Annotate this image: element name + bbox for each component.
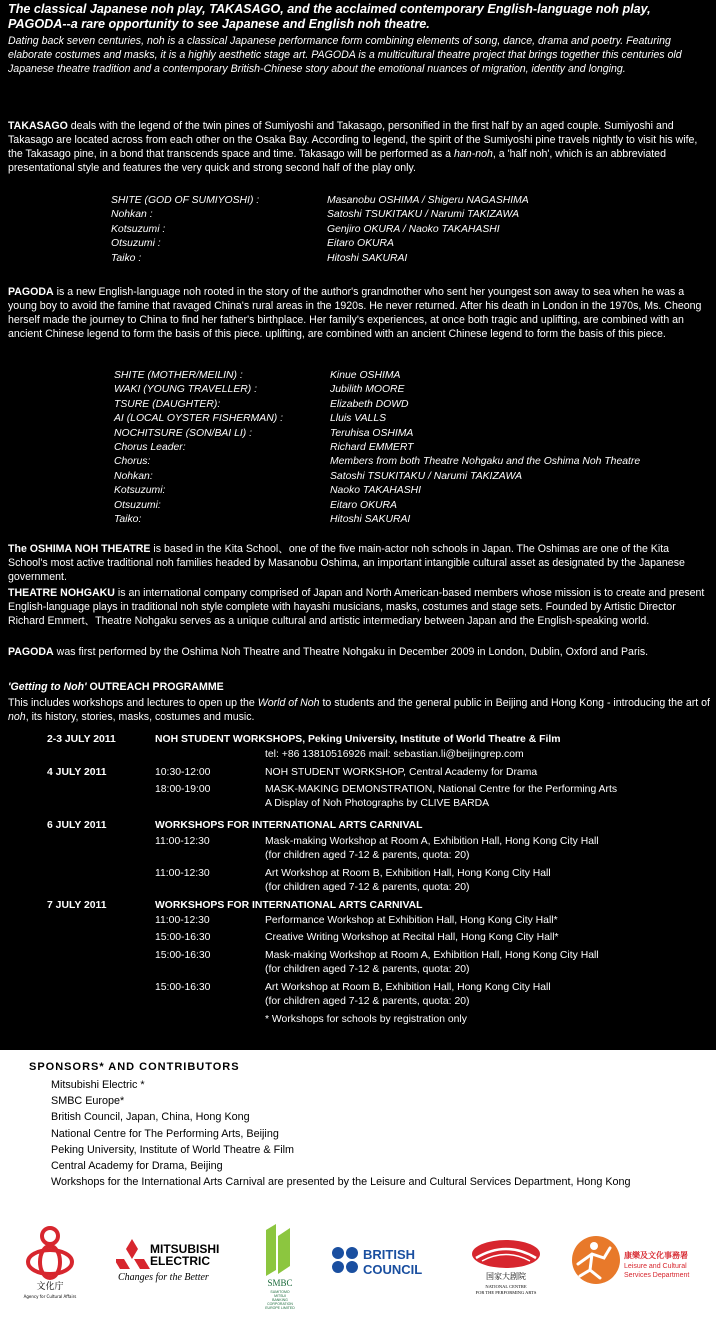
cast-role: AI (LOCAL OYSTER FISHERMAN) : [114,413,283,425]
bunka-jp: 文化庁 [36,1282,64,1292]
takasago-name: TAKASAGO [8,120,68,132]
cast-role: Nohkan : [111,209,153,221]
sponsor-item: British Council, Japan, China, Hong Kong [51,1111,250,1124]
bunka-en: Agency for Cultural Affairs [23,1294,77,1299]
schedule-date: 6 JULY 2011 [47,820,107,831]
schedule-time: 11:00-12:30 [155,836,210,847]
sponsor-item: Mitsubishi Electric * [51,1079,145,1091]
outreach-title [8,680,710,694]
cast-role: SHITE (MOTHER/MEILIN) : [114,370,243,381]
intro-paragraph: Dating back seven centuries, noh is a classical Japanese performance form combining elements of song, dance, drama and poetry. Featuring elaborate costumes and masks, it is a highly aesthetic stage art. PAGODA is a multicultural theatre project that brings together this centuries old Japanese theatre tradition and a contemporary British-Chinese story about the emotional nuances of migration, identity and longing. [8,35,682,75]
cast-performer: Eitaro OKURA [327,238,394,250]
pagoda-name: PAGODA [8,286,54,298]
schedule-note: * Workshops for schools by registration only [265,1014,467,1025]
cast-performer: Elizabeth DOWD [330,398,409,410]
schedule-desc-2: A Display of Noh Photographs by CLIVE BARDA [265,798,490,809]
smbc-sub-1: SUMITOMO [270,1290,290,1294]
lcsd-logo [570,1234,698,1290]
cast-role: Otsuzumi: [114,499,161,511]
outreach-paragraph [8,696,710,724]
schedule-desc: Mask-making Workshop at Room A, Exhibition Hall, Hong Kong City Hall [265,950,599,961]
smbc-sub-4: CORPORATION [267,1302,293,1306]
ncpa-en-1: NATIONAL CENTRE [485,1284,527,1289]
mitsubishi-line-2: ELECTRIC [150,1254,210,1268]
schedule-desc: Art Workshop at Room B, Exhibition Hall, Hong Kong City Hall [265,982,551,993]
lcsd-en-2: Services Department [624,1272,690,1279]
schedule-contact: tel: +86 13810516926 mail: sebastian.li@beijingrep.com [265,749,524,760]
nohgaku-name: THEATRE NOHGAKU [8,587,115,599]
mitsubishi-line-1: MITSUBISHI [150,1242,220,1256]
takasago-text-1: deals with the legend of the twin pines of Sumiyoshi and Takasago, personified in the first half by an aged couple. Sumiyoshi and Takasago are located across from each other on the Osaka Bay. According to legend, the spirit of the Sumiyoshi pine travels nightly to visit his wife, the Takasago pine, in a bond that transcends space and time. Takasago will be performed as a [8,120,698,160]
cast-performer: Richard EMMERT [330,441,414,453]
cast-role: WAKI (YOUNG TRAVELLER) : [114,384,257,396]
cast-performer: Satoshi TSUKITAKU / Narumi TAKIZAWA [327,209,520,221]
schedule-time: 15:00-16:30 [155,982,211,993]
outreach-text-1: This includes workshops and lectures to open up the [8,697,258,709]
british-council-line-2: COUNCIL [363,1262,423,1277]
schedule-desc: Mask-making Workshop at Room A, Exhibition Hall, Hong Kong City Hall [265,836,599,847]
headline: The classical Japanese noh play, TAKASAGO, and the acclaimed contemporary English-language noh play, PAGODA--a rare opportunity to see Japanese and English noh theatre. [8,2,651,31]
cast-performer: Satoshi TSUKITAKU / Narumi TAKIZAWA [330,470,523,482]
smbc-sub-2: MITSUI [274,1294,286,1298]
outreach-title-italic: 'Getting to Noh' [8,681,87,693]
ncpa-logo [466,1236,546,1300]
bunka-cho-logo [22,1222,78,1302]
cast-performer: Eitaro OKURA [330,499,397,511]
schedule-desc: MASK-MAKING DEMONSTRATION, National Centre for the Performing Arts [265,784,618,795]
cast-role: Chorus Leader: [114,441,186,453]
cast-performer: Masanobu OSHIMA / Shigeru NAGASHIMA [327,195,529,206]
cast-role: SHITE (GOD OF SUMIYOSHI) : [111,195,260,206]
premiere-text: was first performed by the Oshima Noh Theatre and Theatre Nohgaku in December 2009 in London, Dublin, Oxford and Paris. [53,646,649,658]
oshima-text: is based in the Kita School、one of the five main-actor noh schools in Japan. The Oshimas are one of the Kita School's most active traditional noh families headed by Masanobu Oshima, an important intangible cultural asset as designated by the Japanese government. [8,543,685,583]
pagoda-paragraph [8,285,710,341]
cast-role: Nohkan: [114,470,153,482]
schedule-desc-2: (for children aged 7-12 & parents, quota: 20) [265,964,470,975]
schedule-heading: WORKSHOPS FOR INTERNATIONAL ARTS CARNIVAL [155,820,423,831]
mitsubishi-tagline: Changes for the Better [118,1272,209,1283]
schedule-heading: NOH STUDENT WORKSHOPS, Peking University, Institute of World Theatre & Film [155,734,561,745]
sponsor-item: Workshops for the International Arts Carnival are presented by the Leisure and Cultural Services Department, Hong Kong [51,1176,631,1189]
schedule-time: 10:30-12:00 [155,767,211,778]
oshima-name: The OSHIMA NOH THEATRE [8,543,151,555]
sponsor-item: Central Academy for Drama, Beijing [51,1160,223,1173]
cast-performer: Kinue OSHIMA [330,370,401,381]
schedule-desc-2: (for children aged 7-12 & parents, quota: 20) [265,996,470,1007]
british-council-line-1: BRITISH [363,1247,415,1262]
takasago-text-2: , a 'half noh', which is an abbreviated presentational style and features the very quick and strong second half of the play only. [8,148,666,174]
smbc-sub-5: EUROPE LIMITED [265,1306,295,1310]
sponsor-item: SMBC Europe* [51,1095,125,1108]
schedule-desc: NOH STUDENT WORKSHOP, Central Academy for Drama [265,767,538,778]
schedule-heading: WORKSHOPS FOR INTERNATIONAL ARTS CARNIVAL [155,900,423,911]
cast-role: Taiko: [114,513,142,525]
ncpa-cn: 国家大剧院 [486,1272,526,1281]
premiere-paragraph [8,645,710,659]
schedule-date: 4 JULY 2011 [47,767,107,778]
cast-performer: Hitoshi SAKURAI [327,252,408,264]
cast-role: Chorus: [114,456,151,468]
ncpa-en-2: FOR THE PERFORMING ARTS [475,1290,537,1295]
schedule-time: 11:00-12:30 [155,868,210,879]
cast-role: Otsuzumi : [111,238,161,250]
schedule-date: 7 JULY 2011 [47,900,107,911]
lcsd-en-1: Leisure and Cultural [624,1263,687,1270]
british-council-logo [330,1244,442,1280]
cast-performer: Jubilith MOORE [330,384,405,396]
outreach-text-2: to students and the general public in Beijing and Hong Kong - introducing the art of [319,697,710,709]
sponsors-section [0,1050,716,1326]
smbc-sub-3: BANKING [272,1298,288,1302]
noh-term: noh [8,711,26,723]
schedule-time: 18:00-19:00 [155,784,211,795]
cast-performer: Genjiro OKURA / Naoko TAKAHASHI [327,223,500,235]
schedule-desc-2: (for children aged 7-12 & parents, quota: 20) [265,882,470,893]
pagoda-text: is a new English-language noh rooted in the story of the author's grandmother who sent her youngest son away to sea when he was a young boy to avoid the famine that ravaged China's rural areas in the 1920s. He never returned. After his death in London in the 1970s, Ms. Cheong herself made the journey to China to find her father's birthplace. Her family's experiences, at once both tragic and uplifting, are combined with an ancient Chinese legend to form the basis of this piece. uplifting, are combined with an ancient Chinese legend to form the basis of this piece. [8,286,702,340]
world-of-noh: World of Noh [257,697,320,709]
cast-performer: Hitoshi SAKURAI [330,513,411,525]
takasago-paragraph [8,119,710,175]
sponsors-list [51,1077,631,1190]
premiere-name: PAGODA [8,646,54,658]
cast-role: Taiko : [111,252,142,264]
cast-performer: Members from both Theatre Nohgaku and the Oshima Noh Theatre [330,456,641,468]
sponsor-item: National Centre for The Performing Arts, Beijing [51,1127,279,1140]
outreach-text-3: , its history, stories, masks, costumes and music. [25,711,255,723]
schedule-desc-2: (for children aged 7-12 & parents, quota: 20) [265,850,470,861]
lcsd-cn: 康樂及文化事務署 [624,1251,688,1260]
cast-role: TSURE (DAUGHTER): [114,398,221,410]
cast-performer: Teruhisa OSHIMA [330,427,414,439]
cast-performer: Naoko TAKAHASHI [330,485,422,497]
cast-performer: Lluis VALLS [330,413,387,425]
schedule-desc: Art Workshop at Room B, Exhibition Hall, Hong Kong City Hall [265,868,551,879]
schedule-date: 2-3 JULY 2011 [47,734,116,745]
nohgaku-text: is an international company comprised of Japan and North American-based members whose mission is to create and present English-language plays in traditional noh style complete with hayashi musicians, masks, costumes and stage sets. Founded by Artistic Director Richard Emmert、Theatre Nohgaku serves as a unique cultural and artistic intermediary between Japan and the English-speaking world. [8,587,705,627]
cast-role: NOCHITSURE (SON/BAI LI) : [114,427,252,439]
mitsubishi-electric-logo [116,1237,228,1283]
nohgaku-paragraph [8,586,710,628]
han-noh-term: han-noh [454,148,493,160]
outreach-title-rest: OUTREACH PROGRAMME [86,681,224,693]
schedule-desc: Creative Writing Workshop at Recital Hall, Hong Kong City Hall* [265,932,559,943]
oshima-paragraph [8,542,710,584]
sponsor-item: Peking University, Institute of World Theatre & Film [51,1143,295,1156]
sponsor-logos [0,1222,716,1322]
sponsors-title: SPONSORS* AND CONTRIBUTORS [29,1061,240,1073]
schedule-time: 11:00-12:30 [155,915,210,926]
cast-role: Kotsuzumi: [114,485,166,497]
cast-role: Kotsuzumi : [111,223,166,235]
schedule-desc: Performance Workshop at Exhibition Hall, Hong Kong City Hall* [265,915,558,926]
schedule-time: 15:00-16:30 [155,950,211,961]
smbc-logo [258,1222,302,1314]
smbc-name: SMBC [267,1278,293,1288]
schedule-time: 15:00-16:30 [155,932,211,943]
